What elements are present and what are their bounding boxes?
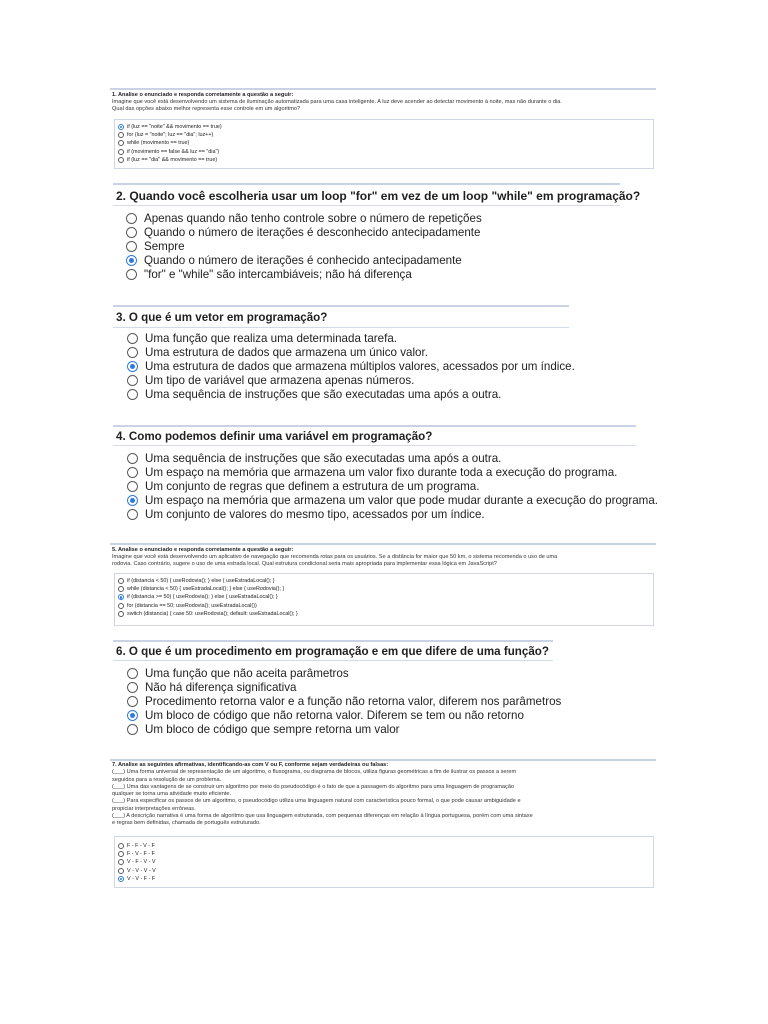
radio-unselected-icon[interactable] — [127, 668, 138, 679]
answer-option[interactable] — [127, 667, 561, 681]
radio-unselected-icon[interactable] — [118, 851, 124, 857]
answer-option[interactable] — [118, 858, 156, 866]
card-top-bar — [110, 88, 656, 90]
answer-option-label: Uma estrutura de dados que armazena um único valor. — [145, 346, 428, 360]
answer-option[interactable] — [118, 585, 298, 593]
answer-option-label: Um bloco de código que sempre retorna um valor — [145, 722, 400, 736]
statement-2-line-1: (___) Uma das vantagens de se construir um algoritmo por meio do pseudocódigo é o fato de que a passagem do algoritmo para uma linguagem de programação — [112, 783, 515, 790]
answer-option-label: if (distancia >= 50) { useRodovia(); } else { useEstradaLocal(); } — [127, 594, 278, 601]
radio-selected-icon[interactable] — [118, 876, 124, 882]
question-5-title: 5. Analise o enunciado e responda corretamente a questão a seguir: — [112, 547, 294, 553]
answer-option-label: Um espaço na memória que armazena um valor fixo durante toda a execução do programa. — [145, 466, 618, 480]
answer-option-label: if (luz == "noite" && movimento == true) — [127, 124, 222, 131]
answer-option[interactable] — [118, 875, 156, 883]
answer-option[interactable] — [126, 253, 482, 267]
statement-2-line-2: qualquer se torna uma atividade muito eficiente. — [112, 791, 232, 798]
answer-option-label: if (distancia < 50) { useRodovia(); } else { useEstradaLocal(); } — [127, 578, 275, 585]
question-4-title: 4. Como podemos definir uma variável em programação? — [116, 430, 433, 443]
answer-option-label: Uma sequência de instruções que são executadas uma após a outra. — [145, 387, 502, 401]
answer-option-label: Um tipo de variável que armazena apenas números. — [145, 373, 415, 387]
answer-option-label: F - F - V - F — [127, 843, 155, 850]
radio-selected-icon[interactable] — [126, 255, 137, 266]
radio-unselected-icon[interactable] — [118, 578, 124, 584]
question-5-line-2: rodovia. Caso contrário, sugere o uso de uma estrada local. Qual estrutura condicional seria mais apropriada para implementar essa lógica em JavaScript? — [112, 561, 497, 568]
answer-option[interactable] — [126, 226, 482, 240]
question-2-title: 2. Quando você escolheria usar um loop "for" em vez de um loop "while" em programação? — [116, 189, 641, 203]
question-1-line-2: Qual das opções abaixo melhor representa esse controle em um algoritmo? — [112, 106, 301, 113]
answer-option[interactable] — [118, 156, 222, 164]
question-7-answers-box — [114, 836, 654, 888]
radio-unselected-icon[interactable] — [118, 149, 124, 155]
answer-option-label: Uma função que não aceita parâmetros — [145, 667, 349, 681]
radio-unselected-icon[interactable] — [118, 157, 124, 163]
radio-unselected-icon[interactable] — [126, 213, 137, 224]
radio-unselected-icon[interactable] — [127, 453, 138, 464]
radio-unselected-icon[interactable] — [127, 375, 138, 386]
answer-option-label: switch (distancia) { case 50: useRodovia(); default: useEstradaLocal(); } — [127, 610, 298, 617]
answer-option-label: Sempre — [144, 239, 185, 253]
radio-unselected-icon[interactable] — [118, 611, 124, 617]
question-7-card — [110, 759, 656, 892]
answer-option[interactable] — [127, 722, 561, 736]
radio-unselected-icon[interactable] — [127, 724, 138, 735]
answer-option-label: while (movimento == true) — [127, 140, 190, 147]
radio-selected-icon[interactable] — [118, 124, 124, 130]
card-top-bar — [110, 543, 656, 545]
radio-selected-icon[interactable] — [127, 361, 138, 372]
answer-option[interactable] — [118, 850, 156, 858]
question-6-title: 6. O que é um procedimento em programação e em que difere de uma função? — [116, 645, 549, 658]
card-top-bar — [113, 640, 553, 642]
answer-option[interactable] — [118, 842, 156, 850]
card-top-bar — [113, 183, 620, 185]
question-5-line-1: Imagine que você está desenvolvendo um aplicativo de navegação que recomenda rotas para os usuários. Se a distância for maior que 50 km, o sistema recomenda o uso de uma — [112, 554, 558, 561]
answer-option-label: Quando o número de iterações é conhecido antecipadamente — [144, 253, 462, 267]
radio-unselected-icon[interactable] — [126, 227, 137, 238]
card-top-bar — [110, 759, 656, 761]
question-3-options — [127, 332, 575, 401]
answer-option[interactable] — [127, 452, 658, 466]
radio-unselected-icon[interactable] — [127, 696, 138, 707]
title-divider — [113, 445, 636, 446]
question-7-title: 7. Analise as seguintes afirmativas, identificando-as com V ou F, conforme sejam verdadeiras ou falsas: — [112, 762, 389, 768]
answer-option-label: Uma função que realiza uma determinada tarefa. — [145, 332, 397, 346]
radio-unselected-icon[interactable] — [127, 389, 138, 400]
radio-unselected-icon[interactable] — [127, 481, 138, 492]
question-1-title: 1. Analise o enunciado e responda corretamente a questão a seguir: — [112, 92, 294, 98]
answer-option-label: F - V - F - F — [127, 851, 155, 858]
radio-unselected-icon[interactable] — [127, 467, 138, 478]
radio-unselected-icon[interactable] — [118, 843, 124, 849]
question-1-options — [118, 123, 222, 164]
answer-option[interactable] — [118, 139, 222, 147]
question-7-statement — [112, 762, 656, 828]
answer-option[interactable] — [127, 360, 575, 374]
answer-option[interactable] — [118, 867, 156, 875]
answer-option[interactable] — [127, 493, 658, 507]
answer-option[interactable] — [127, 373, 575, 387]
title-divider — [113, 327, 569, 328]
answer-option-label: for (luz = "noite"; luz == "dia"; luz++) — [127, 132, 214, 139]
answer-option[interactable] — [126, 240, 482, 254]
answer-option[interactable] — [127, 507, 658, 521]
answer-option[interactable] — [127, 466, 658, 480]
answer-option-label: for (distancia == 50; useRodovia(); useEstradaLocal()) — [127, 602, 257, 609]
question-3-title: 3. O que é um vetor em programação? — [116, 311, 328, 324]
answer-option[interactable] — [127, 480, 658, 494]
card-top-bar — [113, 425, 636, 427]
answer-option[interactable] — [127, 695, 561, 709]
answer-option[interactable] — [118, 148, 222, 156]
answer-option-label: while (distancia < 50) { useEstradaLocal(); } else { useRodovia(); } — [127, 586, 285, 593]
answer-option[interactable] — [127, 708, 561, 722]
answer-option-label: "for" e "while" são intercambiáveis; não há diferença — [144, 267, 412, 281]
radio-unselected-icon[interactable] — [118, 859, 124, 865]
answer-option-label: Quando o número de iterações é desconhecido antecipadamente — [144, 226, 481, 240]
answer-option-label: Uma sequência de instruções que são executadas uma após a outra. — [145, 452, 502, 466]
answer-option[interactable] — [118, 123, 222, 131]
answer-option[interactable] — [127, 346, 575, 360]
statement-4-line-1: (___) A descrição narrativa é uma forma de algoritmo que usa linguagem estruturada, com pequenas diferenças em relação à língua portuguesa, porém com uma sintaxe — [112, 813, 533, 820]
radio-selected-icon[interactable] — [127, 710, 138, 721]
statement-3-line-1: (___) Para especificar os passos de um algoritmo, o pseudocódigo utiliza uma linguagem natural com característica pouco formal, o que pode causar ambiguidade e — [112, 798, 521, 805]
question-5-card — [110, 543, 656, 629]
answer-option[interactable] — [127, 387, 575, 401]
card-top-bar — [113, 305, 569, 307]
answer-option-label: V - V - F - F — [127, 875, 156, 882]
question-1-card — [110, 88, 656, 172]
answer-option[interactable] — [126, 267, 482, 281]
statement-4-line-2: e regras bem definidas, chamada de português estruturado. — [112, 820, 261, 827]
answer-option-label: Um conjunto de valores do mesmo tipo, acessados por um índice. — [145, 507, 485, 521]
answer-option-label: Apenas quando não tenho controle sobre o número de repetições — [144, 212, 482, 226]
radio-unselected-icon[interactable] — [118, 868, 124, 874]
answer-option-label: if (luz == "dia" && movimento == true) — [127, 156, 218, 163]
statement-3-line-2: propiciar interpretações errôneas. — [112, 805, 196, 812]
answer-option[interactable] — [127, 332, 575, 346]
question-2-options — [126, 212, 482, 281]
answer-option-label: Um espaço na memória que armazena um valor que pode mudar durante a execução do programa. — [145, 493, 658, 507]
question-5-statement — [112, 547, 656, 569]
answer-option-label: Não há diferença significativa — [145, 681, 297, 695]
answer-option[interactable] — [118, 593, 298, 601]
answer-option-label: if (movimento == false && luz == "dia") — [127, 148, 220, 155]
answer-option[interactable] — [118, 577, 298, 585]
title-divider — [113, 205, 620, 206]
radio-unselected-icon[interactable] — [118, 132, 124, 138]
answer-option[interactable] — [118, 610, 298, 618]
radio-unselected-icon[interactable] — [126, 241, 137, 252]
title-divider — [113, 660, 553, 661]
question-1-statement — [112, 92, 656, 114]
radio-unselected-icon[interactable] — [118, 603, 124, 609]
radio-selected-icon[interactable] — [127, 495, 138, 506]
answer-option-label: V - F - V - V — [127, 859, 156, 866]
question-2-card — [113, 183, 641, 289]
question-6-options — [127, 667, 561, 736]
question-3-card — [113, 305, 575, 411]
radio-unselected-icon[interactable] — [127, 333, 138, 344]
answer-option[interactable] — [118, 602, 298, 610]
question-5-options — [118, 577, 298, 618]
radio-selected-icon[interactable] — [118, 594, 124, 600]
answer-option-label: Um conjunto de regras que definem a estrutura de um programa. — [145, 479, 480, 493]
question-4-card — [113, 425, 658, 525]
question-7-options — [118, 842, 156, 883]
answer-option-label: V - V - V - V — [127, 867, 156, 874]
radio-unselected-icon[interactable] — [127, 347, 138, 358]
radio-unselected-icon[interactable] — [127, 682, 138, 693]
answer-option-label: Um bloco de código que não retorna valor. Diferem se tem ou não retorno — [145, 708, 524, 722]
radio-unselected-icon[interactable] — [118, 140, 124, 146]
answer-option-label: Procedimento retorna valor e a função não retorna valor, diferem nos parâmetros — [145, 694, 562, 708]
statement-1-line-1: (___) Uma forma universal de representação de um algoritmo, o fluxograma, ou diagrama de blocos, utiliza figuras geométricas a fim de ilustrar os passos a serem — [112, 769, 517, 776]
radio-unselected-icon[interactable] — [127, 509, 138, 520]
question-4-options — [127, 452, 658, 521]
radio-unselected-icon[interactable] — [126, 269, 137, 280]
answer-option[interactable] — [127, 681, 561, 695]
statement-1-line-2: seguidos para a resolução de um problema. — [112, 776, 222, 783]
question-6-card — [113, 640, 562, 745]
question-1-line-1: Imagine que você está desenvolvendo um sistema de iluminação automatizada para uma casa inteligente. A luz deve acender ao detectar movimento à noite, mas não durante o dia. — [112, 99, 562, 106]
answer-option[interactable] — [118, 131, 222, 139]
answer-option-label: Uma estrutura de dados que armazena múltiplos valores, acessados por um índice. — [145, 359, 575, 373]
radio-unselected-icon[interactable] — [118, 586, 124, 592]
answer-option[interactable] — [126, 212, 482, 226]
